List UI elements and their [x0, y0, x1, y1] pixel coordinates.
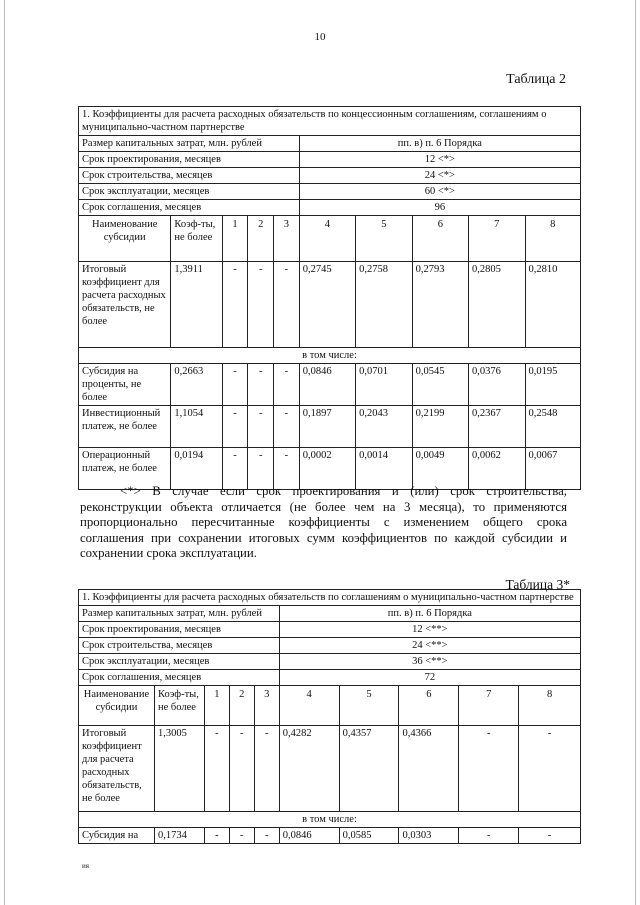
param-row	[79, 638, 581, 654]
param-value: 12 <*>	[299, 152, 580, 168]
column-header: 2	[248, 216, 274, 262]
cell: -	[222, 406, 248, 448]
table-row	[79, 262, 581, 348]
cell: -	[248, 448, 274, 490]
table-row	[79, 406, 581, 448]
cell: -	[248, 262, 274, 348]
cell: 0,0062	[469, 448, 525, 490]
table2-title: 1. Коэффициенты для расчета расходных обязательств по концессионным соглашениям, соглашениям о муниципально-частном партнерстве	[79, 107, 581, 136]
cell: -	[459, 828, 519, 844]
param-value: 60 <*>	[299, 184, 580, 200]
cell: 0,2758	[356, 262, 412, 348]
cell: -	[204, 726, 229, 812]
cell: 0,0002	[299, 448, 355, 490]
cell: 0,1734	[154, 828, 204, 844]
param-label: Срок эксплуатации, месяцев	[79, 184, 300, 200]
cell: 0,1897	[299, 406, 355, 448]
footer-mark: ия	[82, 862, 89, 870]
cell: 0,0195	[525, 364, 581, 406]
param-label: Срок строительства, месяцев	[79, 638, 280, 654]
param-row	[79, 184, 581, 200]
param-label: Срок проектирования, месяцев	[79, 152, 300, 168]
cell: -	[274, 364, 300, 406]
cell: 0,2745	[299, 262, 355, 348]
cell: 0,4366	[399, 726, 459, 812]
table-row	[79, 828, 581, 844]
page-number: 10	[314, 31, 326, 43]
table3-title: 1. Коэффициенты для расчета расходных обязательств по соглашениям о муниципально-частном партнерстве	[79, 590, 581, 606]
table3	[78, 589, 581, 844]
cell: 0,0049	[412, 448, 468, 490]
table3-caption: Таблица 3*	[505, 577, 570, 592]
cell: 0,2793	[412, 262, 468, 348]
cell: -	[229, 828, 254, 844]
param-label: Размер капитальных затрат, млн. рублей	[79, 136, 300, 152]
scan-edge-left	[4, 0, 5, 905]
cell: 0,2663	[171, 364, 222, 406]
cell: 0,0303	[399, 828, 459, 844]
cell: 0,0545	[412, 364, 468, 406]
param-row	[79, 168, 581, 184]
param-label: Срок соглашения, месяцев	[79, 670, 280, 686]
cell: 0,0014	[356, 448, 412, 490]
incl-row	[79, 812, 581, 828]
column-header: 5	[339, 686, 399, 726]
cell: 1,1054	[171, 406, 222, 448]
column-header: Наименование субсидии	[79, 216, 171, 262]
column-header-row	[79, 686, 581, 726]
column-header-row	[79, 216, 581, 262]
cell: -	[274, 448, 300, 490]
cell: 0,0585	[339, 828, 399, 844]
cell: 1,3911	[171, 262, 222, 348]
cell: 0,2043	[356, 406, 412, 448]
cell: -	[222, 262, 248, 348]
table2-caption: Таблица 2	[506, 72, 566, 87]
cell: -	[229, 726, 254, 812]
cell: -	[459, 726, 519, 812]
table-row	[79, 364, 581, 406]
column-header: 8	[519, 686, 581, 726]
column-header: 5	[356, 216, 412, 262]
cell: 0,0846	[299, 364, 355, 406]
table-row	[79, 726, 581, 812]
cell: -	[204, 828, 229, 844]
cell: -	[274, 406, 300, 448]
param-label: Срок строительства, месяцев	[79, 168, 300, 184]
param-row	[79, 654, 581, 670]
param-label: Срок соглашения, месяцев	[79, 200, 300, 216]
param-value: 36 <**>	[279, 654, 580, 670]
param-row	[79, 136, 581, 152]
column-header: 7	[469, 216, 525, 262]
column-header: 6	[412, 216, 468, 262]
column-header: 4	[299, 216, 355, 262]
cell: 0,2548	[525, 406, 581, 448]
cell: -	[254, 828, 279, 844]
cell: 0,4282	[279, 726, 339, 812]
cell: 0,2367	[469, 406, 525, 448]
cell: 0,0194	[171, 448, 222, 490]
row-name: Инвестиционный платеж, не более	[79, 406, 171, 448]
column-header: 7	[459, 686, 519, 726]
param-row	[79, 200, 581, 216]
table2-title-row	[79, 107, 581, 136]
cell: -	[519, 726, 581, 812]
param-value: пп. в) п. 6 Порядка	[279, 606, 580, 622]
column-header: Коэф-ты, не более	[154, 686, 204, 726]
row-name: Итоговый коэффициент для расчета расходных обязательств, не более	[79, 262, 171, 348]
cell: -	[222, 364, 248, 406]
scan-edge-right	[635, 0, 636, 905]
table2	[78, 106, 581, 490]
param-label: Размер капитальных затрат, млн. рублей	[79, 606, 280, 622]
param-row	[79, 670, 581, 686]
incl-label: в том числе:	[79, 812, 581, 828]
cell: 0,2805	[469, 262, 525, 348]
row-name: Субсидия на проценты, не более	[79, 364, 171, 406]
param-row	[79, 152, 581, 168]
column-header: 3	[274, 216, 300, 262]
cell: 0,0067	[525, 448, 581, 490]
param-value: пп. в) п. 6 Порядка	[299, 136, 580, 152]
param-value: 24 <*>	[299, 168, 580, 184]
column-header: Наименование субсидии	[79, 686, 155, 726]
cell: 0,2810	[525, 262, 581, 348]
column-header: 2	[229, 686, 254, 726]
column-header: 3	[254, 686, 279, 726]
cell: 1,3005	[154, 726, 204, 812]
cell: 0,0376	[469, 364, 525, 406]
cell: 0,4357	[339, 726, 399, 812]
table3-title-row	[79, 590, 581, 606]
cell: 0,0846	[279, 828, 339, 844]
column-header: 4	[279, 686, 339, 726]
cell: -	[248, 406, 274, 448]
incl-row	[79, 348, 581, 364]
cell: -	[248, 364, 274, 406]
param-value: 12 <**>	[279, 622, 580, 638]
incl-label: в том числе:	[79, 348, 581, 364]
cell: 0,2199	[412, 406, 468, 448]
param-label: Срок проектирования, месяцев	[79, 622, 280, 638]
param-value: 72	[279, 670, 580, 686]
row-name: Операционный платеж, не более	[79, 448, 171, 490]
param-row	[79, 606, 581, 622]
param-value: 24 <**>	[279, 638, 580, 654]
column-header: 8	[525, 216, 581, 262]
column-header: 1	[204, 686, 229, 726]
cell: -	[222, 448, 248, 490]
param-label: Срок эксплуатации, месяцев	[79, 654, 280, 670]
cell: -	[519, 828, 581, 844]
cell: -	[274, 262, 300, 348]
param-row	[79, 622, 581, 638]
cell: 0,0701	[356, 364, 412, 406]
column-header: 1	[222, 216, 248, 262]
footnote-paragraph: <*> В случае если срок проектирования и (или) срок строительства, реконструкции объекта отличается (не более чем на 3 месяца), то применяются пропорционально пересчитанные коэффициенты с изменением общего срока соглашения при сохранении итоговых сумм коэффициентов по каждой субсидии и сохранении срока эксплуатации.	[80, 484, 567, 560]
column-header: Коэф-ты, не более	[171, 216, 222, 262]
column-header: 6	[399, 686, 459, 726]
cell: -	[254, 726, 279, 812]
param-value: 96	[299, 200, 580, 216]
row-name: Субсидия на	[79, 828, 155, 844]
row-name: Итоговый коэффициент для расчета расходных обязательств, не более	[79, 726, 155, 812]
